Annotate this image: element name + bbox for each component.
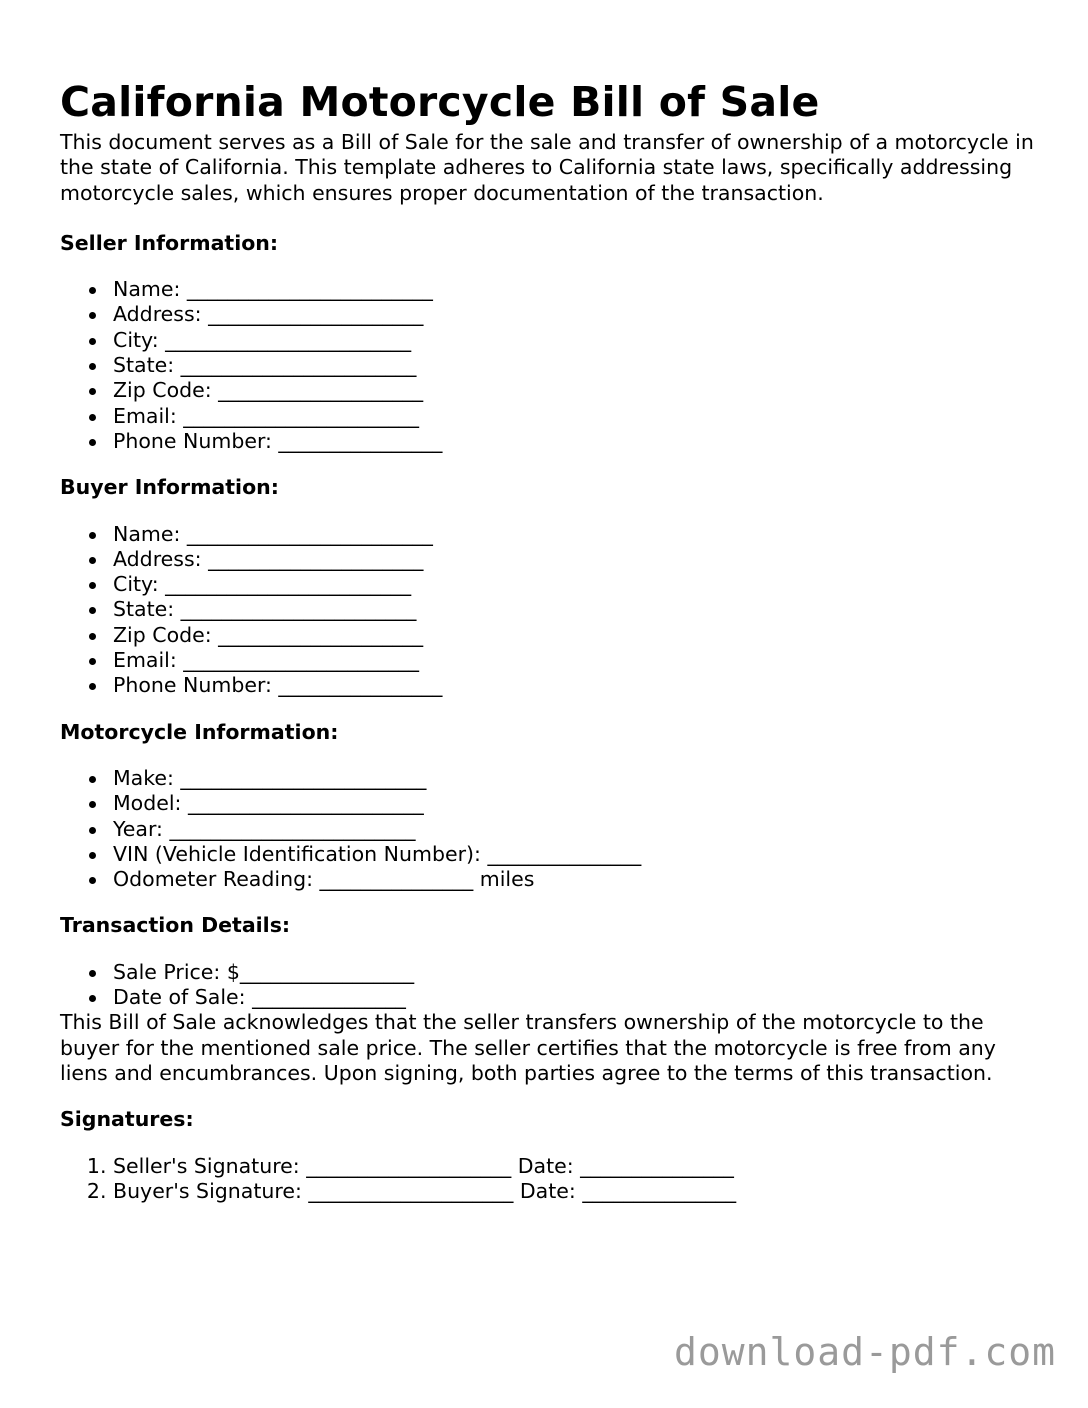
watermark-text: download-pdf.com [673,1330,1056,1374]
transaction-field-list [60,960,1040,1011]
document-title: California Motorcycle Bill of Sale [60,78,820,126]
sale-date-field: Date of Sale: _______________ [113,985,1040,1010]
seller-name-field: Name: ________________________ [113,277,1040,302]
buyer-address-field: Address: _____________________ [113,547,1040,572]
seller-signature-line: 1. Seller's Signature: ____________________ Date: _______________ [113,1154,1040,1179]
buyer-email-field: Email: _______________________ [113,648,1040,673]
seller-phone-field: Phone Number: ________________ [113,429,1040,454]
transaction-heading: Transaction Details: [60,913,291,938]
motorcycle-year-field: Year: ________________________ [113,817,1040,842]
seller-address-field: Address: _____________________ [113,302,1040,327]
intro-paragraph: This document serves as a Bill of Sale for the sale and transfer of ownership of a motorcycle in the state of California. This template adheres to California state laws, specifically addressing motorcycle sales, which ensures proper documentation of the transaction. [60,130,1034,205]
buyer-zip-field: Zip Code: ____________________ [113,623,1040,648]
signature-list [60,1154,1040,1205]
seller-email-field: Email: _______________________ [113,404,1040,429]
motorcycle-make-field: Make: ________________________ [113,766,1040,791]
sale-price-field: Sale Price: $_________________ [113,960,1040,985]
motorcycle-vin-field: VIN (Vehicle Identification Number): _______________ [113,842,1040,867]
seller-heading: Seller Information: [60,230,279,255]
seller-state-field: State: _______________________ [113,353,1040,378]
motorcycle-field-list [60,766,1040,892]
signatures-heading: Signatures: [60,1107,194,1132]
buyer-name-field: Name: ________________________ [113,522,1040,547]
motorcycle-heading: Motorcycle Information: [60,719,339,744]
motorcycle-odometer-field: Odometer Reading: _______________ miles [113,867,1040,892]
buyer-field-list [60,522,1040,699]
buyer-state-field: State: _______________________ [113,597,1040,622]
motorcycle-model-field: Model: _______________________ [113,791,1040,816]
buyer-signature-line: 2. Buyer's Signature: ____________________ Date: _______________ [113,1179,1040,1204]
buyer-phone-field: Phone Number: ________________ [113,673,1040,698]
closing-paragraph: This Bill of Sale acknowledges that the seller transfers ownership of the motorcycle to the buyer for the mentioned sale price. The seller certifies that the motorcycle is free from any liens and encumbrances. Upon signing, both parties agree to the terms of this transaction. [60,1010,996,1085]
document-page [60,74,1040,1204]
seller-zip-field: Zip Code: ____________________ [113,378,1040,403]
seller-field-list [60,277,1040,454]
buyer-city-field: City: ________________________ [113,572,1040,597]
buyer-heading: Buyer Information: [60,475,279,500]
seller-city-field: City: ________________________ [113,328,1040,353]
